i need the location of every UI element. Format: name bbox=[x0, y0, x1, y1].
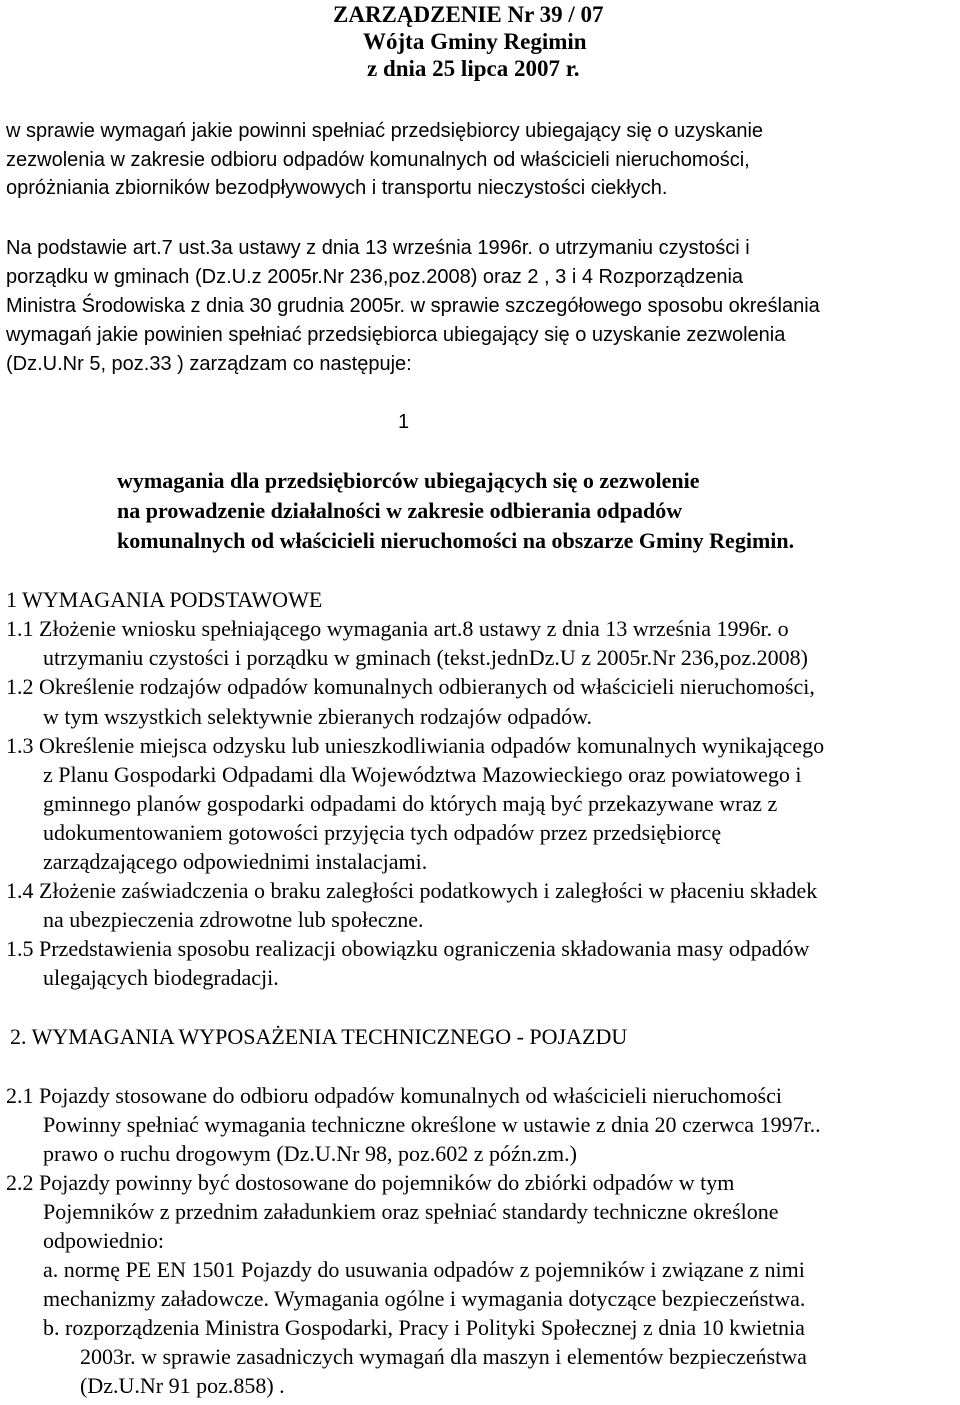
section-item-line: 1.4 Złożenie zaświadczenia o braku zaległości podatkowych i zaległości w płaceniu składek bbox=[6, 878, 818, 903]
section-item-line: z Planu Gospodarki Odpadami dla Województwa Mazowieckiego oraz powiatowego i bbox=[43, 762, 802, 787]
section-item-line: 1.1 Złożenie wniosku spełniającego wymagania art.8 ustawy z dnia 13 września 1996r. o bbox=[6, 616, 789, 641]
subject-line: zezwolenia w zakresie odbioru odpadów komunalnych od właścicieli nieruchomości, bbox=[6, 149, 750, 171]
section-item-line: a. normę PE EN 1501 Pojazdy do usuwania odpadów z pojemników i związane z nimi bbox=[43, 1257, 805, 1282]
section-item-line: mechanizmy załadowcze. Wymagania ogólne i wymagania dotyczące bezpieczeństwa. bbox=[43, 1286, 806, 1311]
date-line: z dnia 25 lipca 2007 r. bbox=[367, 56, 580, 81]
section-heading: 2. WYMAGANIA WYPOSAŻENIA TECHNICZNEGO - POJAZDU bbox=[10, 1024, 628, 1049]
section-item-line: Powinny spełniać wymagania techniczne określone w ustawie z dnia 20 czerwca 1997r.. bbox=[43, 1112, 821, 1137]
section-item-line: b. rozporządzenia Ministra Gospodarki, Pracy i Polityki Społecznej z dnia 10 kwietnia bbox=[43, 1315, 805, 1340]
section-item-line: na ubezpieczenia zdrowotne lub społeczne. bbox=[43, 907, 424, 932]
requirements-title-line: na prowadzenie działalności w zakresie odbierania odpadów bbox=[117, 498, 683, 523]
section-item-line: (Dz.U.Nr 91 poz.858) . bbox=[80, 1373, 285, 1398]
requirements-title-line: komunalnych od właścicieli nieruchomości na obszarze Gminy Regimin. bbox=[117, 528, 795, 553]
requirements-title-line: wymagania dla przedsiębiorców ubiegających się o zezwolenie bbox=[117, 468, 700, 493]
subject-line: opróżniania zbiorników bezodpływowych i transportu nieczystości ciekłych. bbox=[6, 177, 668, 199]
paragraph-number: 1 bbox=[398, 411, 410, 433]
section-item-line: Pojemników z przednim załadunkiem oraz spełniać standardy techniczne określone bbox=[43, 1199, 779, 1224]
section-item-line: zarządzającego odpowiednimi instalacjami. bbox=[43, 849, 428, 874]
section-item-line: utrzymaniu czystości i porządku w gminach (tekst.jednDz.U z 2005r.Nr 236,poz.2008) bbox=[43, 645, 808, 670]
section-item-line: odpowiednio: bbox=[43, 1228, 164, 1253]
basis-line: porządku w gminach (Dz.U.z 2005r.Nr 236,poz.2008) oraz 2 , 3 i 4 Rozporządzenia bbox=[6, 266, 744, 288]
section-item-line: 2.1 Pojazdy stosowane do odbioru odpadów komunalnych od właścicieli nieruchomości bbox=[6, 1083, 782, 1108]
section-item-line: ulegających biodegradacji. bbox=[43, 965, 279, 990]
section-item-line: 1.5 Przedstawienia sposobu realizacji obowiązku ograniczenia składowania masy odpadów bbox=[6, 936, 810, 961]
section-item-line: gminnego planów gospodarki odpadami do których mają być przekazywane wraz z bbox=[43, 791, 778, 816]
basis-line: Ministra Środowiska z dnia 30 grudnia 2005r. w sprawie szczegółowego sposobu określania bbox=[6, 295, 820, 317]
section-item-line: w tym wszystkich selektywnie zbieranych rodzajów odpadów. bbox=[43, 704, 593, 729]
issuer-line: Wójta Gminy Regimin bbox=[363, 29, 587, 54]
basis-line: Na podstawie art.7 ust.3a ustawy z dnia 13 września 1996r. o utrzymaniu czystości i bbox=[6, 237, 750, 259]
section-heading: 1 WYMAGANIA PODSTAWOWE bbox=[6, 587, 323, 612]
subject-line: w sprawie wymagań jakie powinni spełniać przedsiębiorcy ubiegający się o uzyskanie bbox=[6, 120, 764, 142]
section-item-line: 2.2 Pojazdy powinny być dostosowane do pojemników do zbiórki odpadów w tym bbox=[6, 1170, 735, 1195]
decree-title: ZARZĄDZENIE Nr 39 / 07 bbox=[333, 2, 604, 27]
section-item-line: prawo o ruchu drogowym (Dz.U.Nr 98, poz.602 z późn.zm.) bbox=[43, 1141, 577, 1166]
section-item-line: 2003r. w sprawie zasadniczych wymagań dla maszyn i elementów bezpieczeństwa bbox=[80, 1344, 807, 1369]
section-item-line: 1.2 Określenie rodzajów odpadów komunalnych odbieranych od właścicieli nieruchomości, bbox=[6, 674, 815, 699]
section-item-line: udokumentowaniem gotowości przyjęcia tych odpadów przez przedsiębiorcę bbox=[43, 820, 722, 845]
section-item-line: 1.3 Określenie miejsca odzysku lub unieszkodliwiania odpadów komunalnych wynikającego bbox=[6, 733, 825, 758]
basis-line: (Dz.U.Nr 5, poz.33 ) zarządzam co następuje: bbox=[6, 353, 412, 375]
basis-line: wymagań jakie powinien spełniać przedsiębiorca ubiegający się o uzyskanie zezwolenia bbox=[6, 324, 786, 346]
